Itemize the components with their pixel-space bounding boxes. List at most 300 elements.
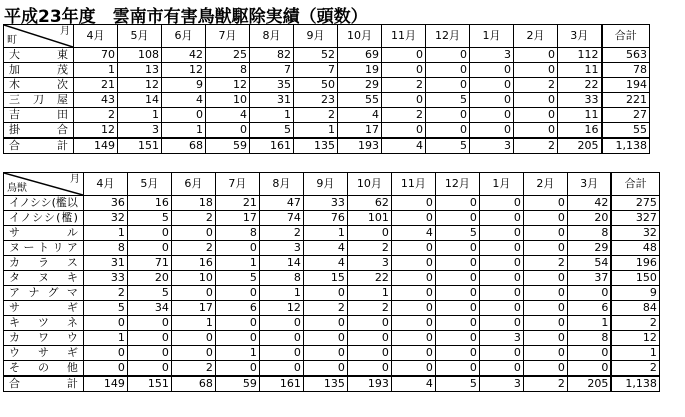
value-cell: 5 (127, 211, 171, 226)
value-cell: 0 (171, 226, 215, 241)
value-cell: 47 (259, 196, 303, 211)
value-cell: 42 (567, 196, 611, 211)
value-cell: 33 (303, 196, 347, 211)
value-cell: 2 (382, 108, 426, 123)
row-name: 木 次 (4, 78, 74, 93)
month-header: 6月 (162, 25, 206, 48)
value-cell: 29 (338, 78, 382, 93)
row-total-cell: 9 (611, 286, 659, 301)
value-cell: 0 (127, 361, 171, 377)
value-cell: 1 (74, 63, 118, 78)
value-cell: 2 (347, 241, 391, 256)
value-cell: 5 (127, 286, 171, 301)
value-cell: 0 (523, 211, 567, 226)
value-cell: 3 (259, 241, 303, 256)
value-cell: 5 (250, 123, 294, 139)
value-cell: 36 (83, 196, 127, 211)
value-cell: 0 (259, 331, 303, 346)
value-cell: 17 (338, 123, 382, 139)
value-cell: 0 (567, 361, 611, 377)
row-total-cell: 2 (611, 316, 659, 331)
value-cell: 15 (303, 271, 347, 286)
species-row (4, 226, 660, 241)
row-name: ウ サ ギ (4, 346, 84, 361)
row-total-cell: 55 (602, 123, 650, 139)
row-name: イノシシ(檻以 (4, 196, 84, 211)
town-row (4, 108, 650, 123)
value-cell: 0 (215, 241, 259, 256)
page-title: 平成23年度 雲南市有害鳥獣駆除実績（頭数） (4, 7, 368, 27)
value-cell: 0 (347, 226, 391, 241)
month-header: 12月 (435, 173, 479, 196)
value-cell: 0 (303, 316, 347, 331)
value-cell: 1 (294, 123, 338, 139)
row-name: タ ヌ キ (4, 271, 84, 286)
value-cell: 2 (171, 361, 215, 377)
total-header: 合計 (611, 173, 659, 196)
town-row (4, 63, 650, 78)
town-row (4, 78, 650, 93)
value-cell: 0 (391, 331, 435, 346)
value-cell: 0 (523, 361, 567, 377)
species-row (4, 346, 660, 361)
value-cell: 4 (206, 108, 250, 123)
town-header-row (4, 25, 650, 48)
row-total-cell: 327 (611, 211, 659, 226)
month-header: 4月 (74, 25, 118, 48)
value-cell: 59 (215, 376, 259, 392)
value-cell: 151 (118, 138, 162, 154)
value-cell: 0 (391, 211, 435, 226)
value-cell: 0 (215, 331, 259, 346)
value-cell: 5 (426, 138, 470, 154)
value-cell: 5 (83, 301, 127, 316)
value-cell: 0 (215, 286, 259, 301)
value-cell: 0 (162, 108, 206, 123)
value-cell: 0 (470, 123, 514, 139)
species-row (4, 241, 660, 256)
value-cell: 0 (259, 361, 303, 377)
row-total-cell: 1,138 (611, 376, 659, 392)
value-cell: 50 (294, 78, 338, 93)
value-cell: 11 (558, 63, 602, 78)
value-cell: 16 (127, 196, 171, 211)
row-name: キ ツ ネ (4, 316, 84, 331)
row-total-cell: 2 (611, 361, 659, 377)
value-cell: 112 (558, 48, 602, 63)
month-header: 3月 (567, 173, 611, 196)
value-cell: 17 (171, 301, 215, 316)
value-cell: 4 (391, 376, 435, 392)
value-cell: 0 (470, 93, 514, 108)
value-cell: 62 (347, 196, 391, 211)
value-cell: 2 (523, 256, 567, 271)
value-cell: 0 (303, 346, 347, 361)
town-table (3, 24, 650, 154)
value-cell: 13 (118, 63, 162, 78)
value-cell: 0 (523, 331, 567, 346)
value-cell: 2 (171, 211, 215, 226)
value-cell: 0 (523, 301, 567, 316)
value-cell: 68 (171, 376, 215, 392)
value-cell: 3 (470, 48, 514, 63)
month-header: 1月 (479, 173, 523, 196)
row-name: 合 計 (4, 138, 74, 154)
value-cell: 0 (303, 331, 347, 346)
value-cell: 0 (382, 123, 426, 139)
value-cell: 0 (206, 123, 250, 139)
value-cell: 0 (391, 346, 435, 361)
value-cell: 42 (162, 48, 206, 63)
value-cell: 4 (303, 241, 347, 256)
value-cell: 33 (83, 271, 127, 286)
value-cell: 1 (171, 316, 215, 331)
value-cell: 8 (215, 226, 259, 241)
species-corner-cell (4, 173, 84, 196)
value-cell: 8 (259, 271, 303, 286)
row-name: 掛 合 (4, 123, 74, 139)
species-row (4, 196, 660, 211)
row-total-cell: 150 (611, 271, 659, 286)
value-cell: 0 (259, 346, 303, 361)
value-cell: 1 (250, 108, 294, 123)
value-cell: 4 (382, 138, 426, 154)
value-cell: 151 (127, 376, 171, 392)
corner-row-label: 町 (7, 35, 17, 46)
town-total-row (4, 138, 650, 154)
value-cell: 12 (259, 301, 303, 316)
value-cell: 33 (558, 93, 602, 108)
row-name: サ ギ (4, 301, 84, 316)
value-cell: 1 (567, 316, 611, 331)
value-cell: 0 (303, 361, 347, 377)
value-cell: 16 (171, 256, 215, 271)
value-cell: 74 (259, 211, 303, 226)
value-cell: 0 (215, 316, 259, 331)
row-total-cell: 32 (611, 226, 659, 241)
value-cell: 3 (470, 138, 514, 154)
value-cell: 2 (514, 138, 558, 154)
value-cell: 0 (479, 346, 523, 361)
species-row (4, 301, 660, 316)
corner-month-label: 月 (69, 174, 80, 185)
value-cell: 0 (171, 346, 215, 361)
value-cell: 0 (83, 361, 127, 377)
corner-row-label: 鳥獣 (7, 183, 27, 194)
town-corner-cell (4, 25, 74, 48)
row-name: サ ル (4, 226, 84, 241)
value-cell: 21 (74, 78, 118, 93)
value-cell: 1 (83, 226, 127, 241)
value-cell: 4 (303, 256, 347, 271)
value-cell: 0 (426, 108, 470, 123)
species-row (4, 286, 660, 301)
value-cell: 161 (250, 138, 294, 154)
value-cell: 0 (523, 241, 567, 256)
value-cell: 149 (74, 138, 118, 154)
value-cell: 2 (259, 226, 303, 241)
value-cell: 193 (347, 376, 391, 392)
value-cell: 0 (127, 346, 171, 361)
value-cell: 7 (250, 63, 294, 78)
month-header: 11月 (382, 25, 426, 48)
value-cell: 32 (83, 211, 127, 226)
value-cell: 8 (567, 226, 611, 241)
month-header: 5月 (118, 25, 162, 48)
value-cell: 68 (162, 138, 206, 154)
value-cell: 0 (479, 301, 523, 316)
value-cell: 5 (215, 271, 259, 286)
value-cell: 135 (294, 138, 338, 154)
value-cell: 2 (303, 301, 347, 316)
value-cell: 0 (391, 286, 435, 301)
month-header: 12月 (426, 25, 470, 48)
value-cell: 3 (347, 256, 391, 271)
value-cell: 149 (83, 376, 127, 392)
value-cell: 205 (558, 138, 602, 154)
month-header: 10月 (338, 25, 382, 48)
value-cell: 0 (127, 331, 171, 346)
row-total-cell: 194 (602, 78, 650, 93)
value-cell: 0 (567, 346, 611, 361)
value-cell: 2 (171, 241, 215, 256)
value-cell: 20 (127, 271, 171, 286)
value-cell: 2 (523, 376, 567, 392)
value-cell: 10 (206, 93, 250, 108)
value-cell: 1 (162, 123, 206, 139)
row-name: カ ラ ス (4, 256, 84, 271)
month-header: 9月 (294, 25, 338, 48)
row-name: ヌートリア (4, 241, 84, 256)
species-row (4, 211, 660, 226)
row-name: 合 計 (4, 376, 84, 392)
value-cell: 0 (470, 63, 514, 78)
month-header: 2月 (514, 25, 558, 48)
value-cell: 0 (523, 271, 567, 286)
value-cell: 17 (215, 211, 259, 226)
value-cell: 4 (162, 93, 206, 108)
value-cell: 0 (523, 226, 567, 241)
value-cell: 0 (435, 361, 479, 377)
value-cell: 205 (567, 376, 611, 392)
row-name: アナグマ (4, 286, 84, 301)
value-cell: 193 (338, 138, 382, 154)
row-total-cell: 275 (611, 196, 659, 211)
row-total-cell: 1 (611, 346, 659, 361)
value-cell: 0 (514, 48, 558, 63)
value-cell: 0 (435, 286, 479, 301)
value-cell: 22 (558, 78, 602, 93)
value-cell: 0 (259, 316, 303, 331)
value-cell: 1 (215, 346, 259, 361)
value-cell: 1 (83, 331, 127, 346)
value-cell: 2 (382, 78, 426, 93)
value-cell: 0 (127, 226, 171, 241)
value-cell: 4 (391, 226, 435, 241)
value-cell: 0 (470, 108, 514, 123)
value-cell: 0 (171, 286, 215, 301)
value-cell: 5 (426, 93, 470, 108)
month-header: 8月 (250, 25, 294, 48)
value-cell: 69 (338, 48, 382, 63)
row-name: 加 茂 (4, 63, 74, 78)
species-row (4, 316, 660, 331)
species-row (4, 331, 660, 346)
value-cell: 0 (347, 316, 391, 331)
value-cell: 0 (435, 346, 479, 361)
value-cell: 70 (74, 48, 118, 63)
value-cell: 0 (83, 316, 127, 331)
value-cell: 0 (435, 211, 479, 226)
value-cell: 6 (567, 301, 611, 316)
value-cell: 54 (567, 256, 611, 271)
value-cell: 10 (171, 271, 215, 286)
month-header: 2月 (523, 173, 567, 196)
value-cell: 0 (171, 331, 215, 346)
value-cell: 11 (558, 108, 602, 123)
value-cell: 12 (206, 78, 250, 93)
value-cell: 0 (391, 256, 435, 271)
value-cell: 0 (435, 301, 479, 316)
species-table (3, 172, 660, 392)
value-cell: 7 (294, 63, 338, 78)
value-cell: 0 (435, 331, 479, 346)
species-row (4, 256, 660, 271)
month-header: 5月 (127, 173, 171, 196)
value-cell: 9 (162, 78, 206, 93)
row-total-cell: 78 (602, 63, 650, 78)
value-cell: 19 (338, 63, 382, 78)
value-cell: 0 (523, 196, 567, 211)
month-header: 11月 (391, 173, 435, 196)
value-cell: 18 (171, 196, 215, 211)
value-cell: 55 (338, 93, 382, 108)
value-cell: 71 (127, 256, 171, 271)
value-cell: 0 (391, 361, 435, 377)
row-name: そ の 他 (4, 361, 84, 377)
value-cell: 108 (118, 48, 162, 63)
value-cell: 0 (435, 271, 479, 286)
value-cell: 8 (83, 241, 127, 256)
value-cell: 12 (162, 63, 206, 78)
month-header: 1月 (470, 25, 514, 48)
value-cell: 52 (294, 48, 338, 63)
value-cell: 0 (426, 63, 470, 78)
value-cell: 0 (391, 241, 435, 256)
value-cell: 0 (391, 271, 435, 286)
value-cell: 0 (479, 196, 523, 211)
month-header: 4月 (83, 173, 127, 196)
value-cell: 0 (523, 316, 567, 331)
value-cell: 3 (118, 123, 162, 139)
value-cell: 29 (567, 241, 611, 256)
value-cell: 0 (382, 48, 426, 63)
row-total-cell: 221 (602, 93, 650, 108)
value-cell: 0 (435, 241, 479, 256)
corner-month-label: 月 (60, 26, 70, 37)
value-cell: 12 (118, 78, 162, 93)
value-cell: 8 (567, 331, 611, 346)
town-row (4, 93, 650, 108)
value-cell: 0 (426, 48, 470, 63)
value-cell: 16 (558, 123, 602, 139)
species-row (4, 361, 660, 377)
value-cell: 1 (118, 108, 162, 123)
value-cell: 0 (303, 286, 347, 301)
value-cell: 20 (567, 211, 611, 226)
value-cell: 3 (479, 376, 523, 392)
value-cell: 0 (479, 256, 523, 271)
town-row (4, 48, 650, 63)
row-total-cell: 84 (611, 301, 659, 316)
value-cell: 0 (347, 346, 391, 361)
row-total-cell: 48 (611, 241, 659, 256)
value-cell: 1 (303, 226, 347, 241)
species-header-row (4, 173, 660, 196)
value-cell: 12 (74, 123, 118, 139)
value-cell: 2 (347, 301, 391, 316)
value-cell: 14 (118, 93, 162, 108)
value-cell: 37 (567, 271, 611, 286)
value-cell: 0 (426, 123, 470, 139)
value-cell: 0 (514, 93, 558, 108)
value-cell: 59 (206, 138, 250, 154)
value-cell: 135 (303, 376, 347, 392)
value-cell: 2 (83, 286, 127, 301)
value-cell: 2 (514, 78, 558, 93)
value-cell: 0 (479, 226, 523, 241)
value-cell: 0 (479, 211, 523, 226)
value-cell: 0 (435, 316, 479, 331)
value-cell: 34 (127, 301, 171, 316)
value-cell: 101 (347, 211, 391, 226)
row-total-cell: 1,138 (602, 138, 650, 154)
value-cell: 0 (83, 346, 127, 361)
row-name: イノシシ(檻) (4, 211, 84, 226)
species-row (4, 271, 660, 286)
value-cell: 0 (127, 241, 171, 256)
row-total-cell: 196 (611, 256, 659, 271)
row-total-cell: 563 (602, 48, 650, 63)
value-cell: 43 (74, 93, 118, 108)
row-name: 吉 田 (4, 108, 74, 123)
value-cell: 22 (347, 271, 391, 286)
value-cell: 0 (523, 286, 567, 301)
value-cell: 0 (514, 123, 558, 139)
value-cell: 0 (567, 286, 611, 301)
value-cell: 0 (382, 93, 426, 108)
value-cell: 0 (215, 361, 259, 377)
value-cell: 0 (347, 361, 391, 377)
value-cell: 0 (391, 316, 435, 331)
value-cell: 76 (303, 211, 347, 226)
value-cell: 8 (206, 63, 250, 78)
month-header: 7月 (206, 25, 250, 48)
month-header: 10月 (347, 173, 391, 196)
value-cell: 0 (514, 108, 558, 123)
value-cell: 5 (435, 226, 479, 241)
value-cell: 0 (347, 331, 391, 346)
value-cell: 2 (74, 108, 118, 123)
value-cell: 0 (479, 286, 523, 301)
value-cell: 21 (215, 196, 259, 211)
value-cell: 31 (83, 256, 127, 271)
value-cell: 4 (338, 108, 382, 123)
species-total-row (4, 376, 660, 392)
value-cell: 23 (294, 93, 338, 108)
month-header: 9月 (303, 173, 347, 196)
value-cell: 0 (435, 196, 479, 211)
